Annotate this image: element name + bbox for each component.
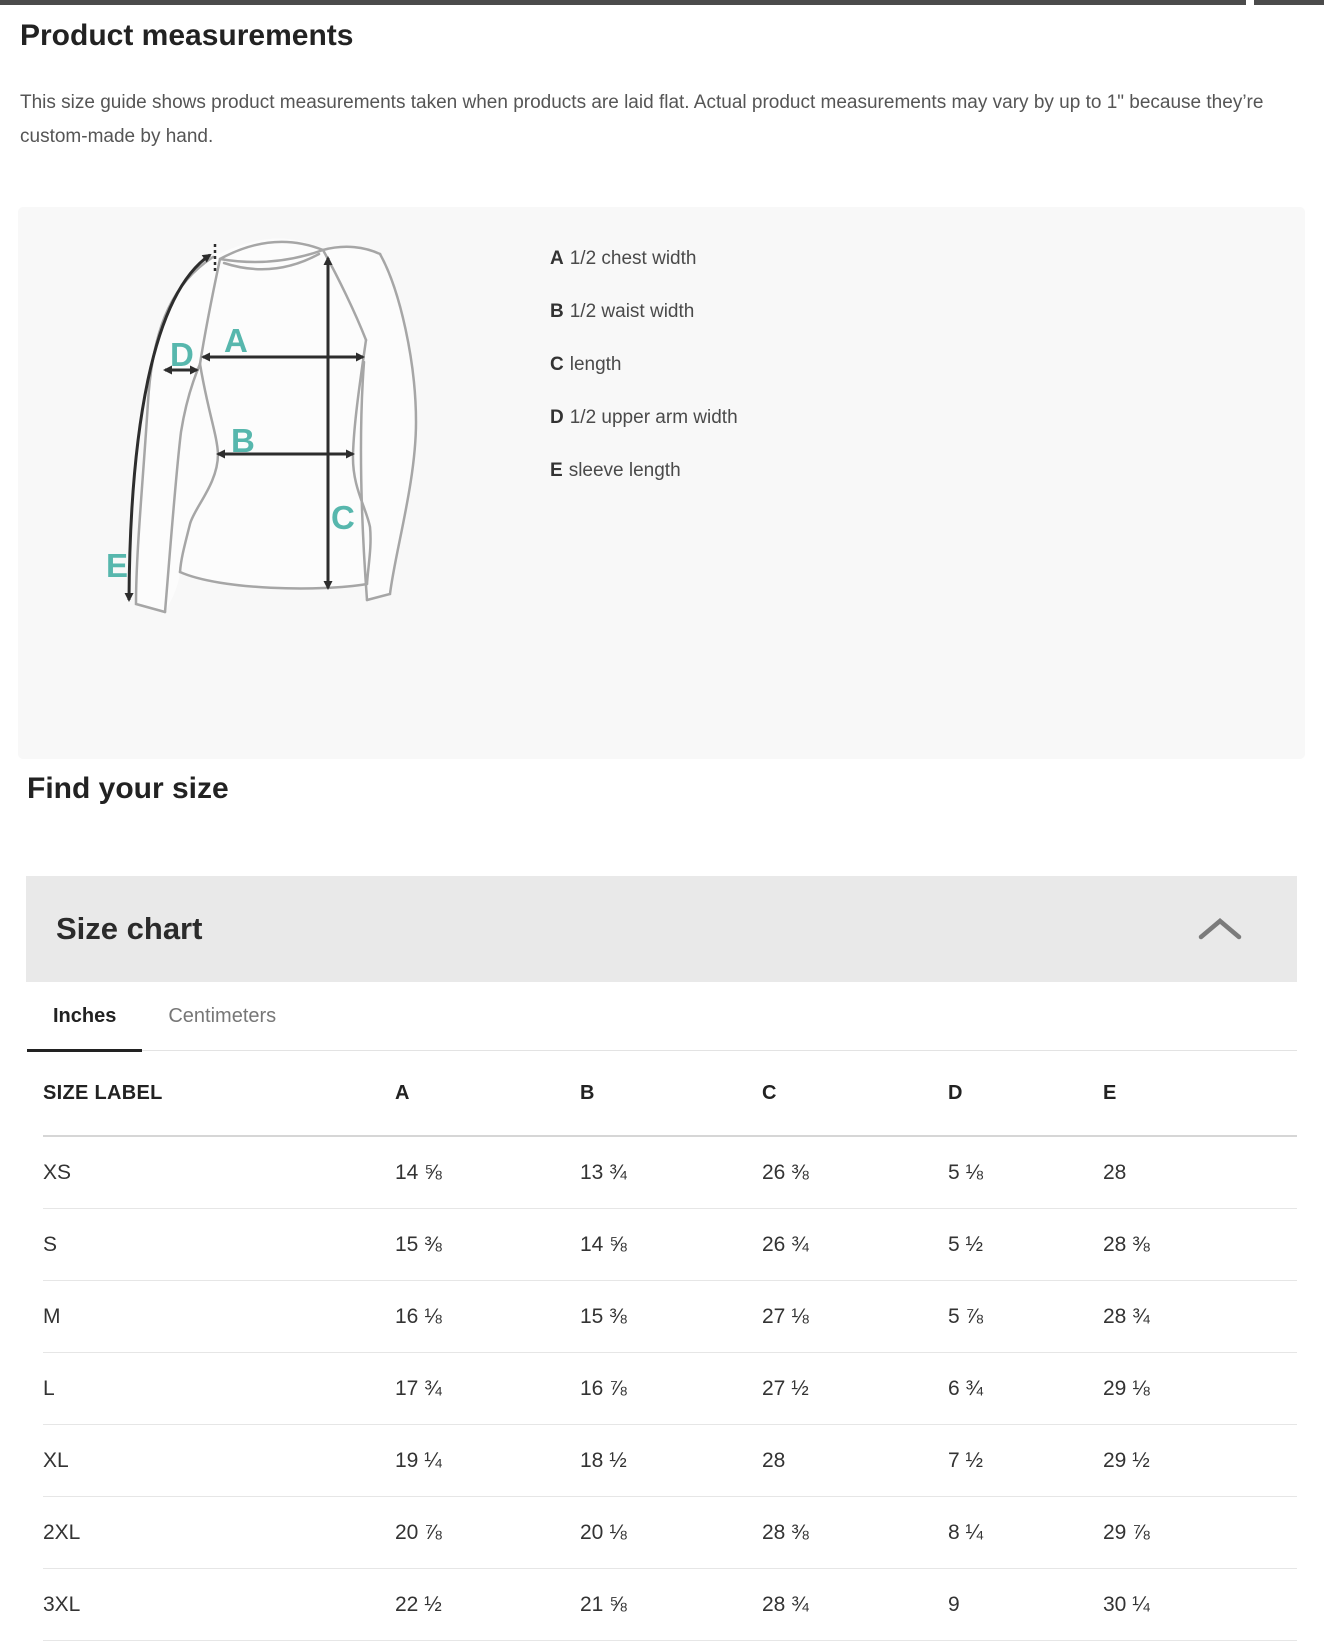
measure-label-e: E — [106, 547, 129, 584]
value-cell: 27 ⅛ — [762, 1281, 948, 1353]
legend-item — [550, 301, 738, 321]
shirt-diagram — [90, 222, 430, 622]
value-cell: 29 ½ — [1103, 1425, 1297, 1497]
value-cell: 7 ½ — [948, 1425, 1103, 1497]
header-cell: SIZE LABEL — [43, 1051, 395, 1137]
value-cell: 26 ¾ — [762, 1209, 948, 1281]
value-cell: 15 ⅜ — [395, 1209, 580, 1281]
value-cell: 29 ⅛ — [1103, 1353, 1297, 1425]
value-cell: 28 — [762, 1425, 948, 1497]
value-cell: 16 ⅞ — [580, 1353, 762, 1425]
value-cell: 14 ⅝ — [580, 1209, 762, 1281]
legend-key: B — [550, 301, 564, 322]
legend-item — [550, 248, 738, 268]
value-cell: 20 ⅞ — [395, 1497, 580, 1569]
chevron-up-icon — [1197, 915, 1243, 943]
size-label-cell: XS — [43, 1137, 395, 1209]
size-chart-toggle[interactable] — [26, 876, 1297, 982]
value-cell: 28 ⅜ — [1103, 1209, 1297, 1281]
header-cell: B — [580, 1051, 762, 1137]
size-label-cell: S — [43, 1209, 395, 1281]
scrollbar-notch — [1246, 0, 1254, 5]
page-title: Product measurements — [20, 19, 354, 52]
value-cell: 28 — [1103, 1137, 1297, 1209]
legend-label: length — [569, 354, 622, 375]
value-cell: 28 ¾ — [762, 1569, 948, 1641]
legend-label: 1/2 waist width — [569, 301, 695, 322]
units-tabs — [27, 982, 1297, 1051]
value-cell: 22 ½ — [395, 1569, 580, 1641]
value-cell: 29 ⅞ — [1103, 1497, 1297, 1569]
header-cell: A — [395, 1051, 580, 1137]
value-cell: 5 ⅛ — [948, 1137, 1103, 1209]
value-cell: 5 ½ — [948, 1209, 1103, 1281]
value-cell: 30 ¼ — [1103, 1569, 1297, 1641]
legend-key: E — [550, 460, 563, 481]
value-cell: 14 ⅝ — [395, 1137, 580, 1209]
measure-label-c: C — [331, 499, 355, 536]
value-cell: 13 ¾ — [580, 1137, 762, 1209]
legend-item — [550, 407, 738, 427]
size-table — [27, 1051, 1297, 1641]
measure-label-b: B — [231, 422, 255, 459]
size-label-cell: XL — [43, 1425, 395, 1497]
tab-inches[interactable]: Inches — [27, 982, 142, 1050]
page-description: This size guide shows product measurements taken when products are laid flat. Actual product measurements may vary by up to 1" because they’re custom-made by hand. — [20, 92, 1264, 147]
measurement-legend — [550, 248, 738, 513]
legend-item — [550, 354, 738, 374]
value-cell: 15 ⅜ — [580, 1281, 762, 1353]
legend-label: 1/2 chest width — [569, 248, 697, 269]
legend-key: A — [550, 248, 564, 269]
value-cell: 20 ⅛ — [580, 1497, 762, 1569]
find-your-size-heading: Find your size — [27, 772, 229, 805]
value-cell: 17 ¾ — [395, 1353, 580, 1425]
size-chart-title: Size chart — [56, 911, 203, 946]
size-label-cell: M — [43, 1281, 395, 1353]
measurement-diagram-panel — [18, 207, 1305, 759]
header-cell: C — [762, 1051, 948, 1137]
legend-label: sleeve length — [568, 460, 681, 481]
size-label-cell: L — [43, 1353, 395, 1425]
legend-item — [550, 460, 738, 480]
value-cell: 19 ¼ — [395, 1425, 580, 1497]
value-cell: 21 ⅝ — [580, 1569, 762, 1641]
header-cell: D — [948, 1051, 1103, 1137]
header-cell: E — [1103, 1051, 1297, 1137]
legend-key: D — [550, 407, 564, 428]
value-cell: 27 ½ — [762, 1353, 948, 1425]
value-cell: 28 ¾ — [1103, 1281, 1297, 1353]
tab-centimeters[interactable]: Centimeters — [168, 1004, 277, 1027]
value-cell: 9 — [948, 1569, 1103, 1641]
value-cell: 5 ⅞ — [948, 1281, 1103, 1353]
measure-label-a: A — [224, 322, 248, 359]
legend-label: 1/2 upper arm width — [569, 407, 738, 428]
size-label-cell: 2XL — [43, 1497, 395, 1569]
value-cell: 8 ¼ — [948, 1497, 1103, 1569]
value-cell: 6 ¾ — [948, 1353, 1103, 1425]
value-cell: 28 ⅜ — [762, 1497, 948, 1569]
value-cell: 16 ⅛ — [395, 1281, 580, 1353]
measure-label-d: D — [170, 336, 194, 373]
top-border — [0, 0, 1324, 5]
legend-key: C — [550, 354, 564, 375]
value-cell: 26 ⅜ — [762, 1137, 948, 1209]
size-label-cell: 3XL — [43, 1569, 395, 1641]
value-cell: 18 ½ — [580, 1425, 762, 1497]
